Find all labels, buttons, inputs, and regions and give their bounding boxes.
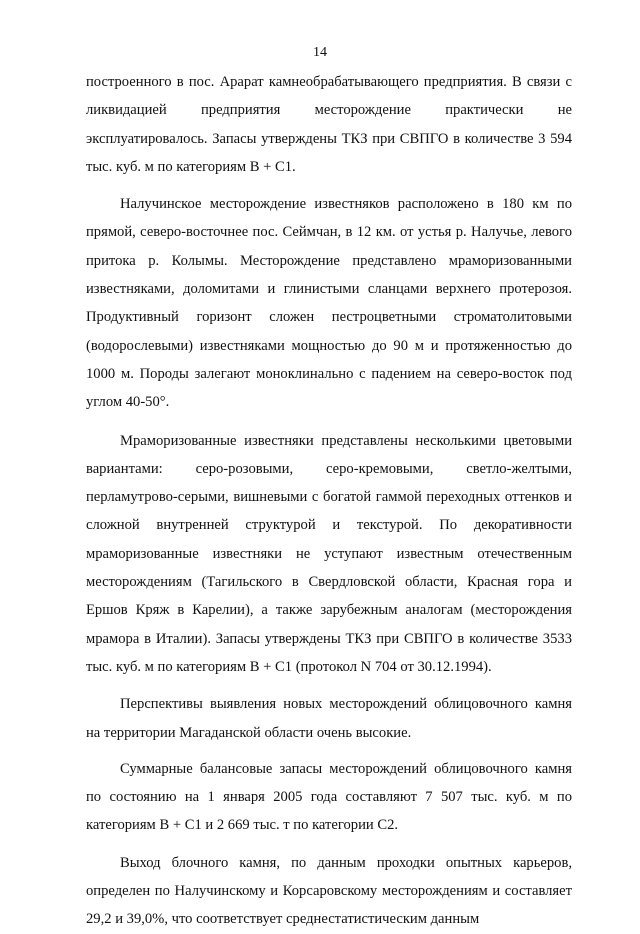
- paragraph-prospects: Перспективы выявления новых месторождений облицовочного камня на территории Магаданской области очень высокие.: [86, 696, 572, 741]
- paragraph-continued: построенного в пос. Арарат камнеобрабатывающего предприятия. В связи с ликвидацией предприятия месторождение практически не эксплуатировалось. Запасы утверждены ТКЗ при СВПГО в количестве 3 594 тыс. куб. м по категориям В + С1.: [86, 74, 572, 175]
- paragraph-block-yield: Выход блочного камня, по данным проходки опытных карьеров, определен по Налучинскому и Корсаровскому месторождениям и составляет 29,2 и 39,0%, что соответствует среднестатистическим данным: [86, 854, 572, 928]
- body-text: [86, 68, 572, 934]
- page-number: 14: [313, 45, 327, 60]
- paragraph-naluchinskoe-deposit: Налучинское месторождение известняков расположено в 180 км по прямой, северо-восточнее пос. Сеймчан, в 12 км. от устья р. Налучье, левого притока р. Колымы. Месторождение представлено мраморизованными известняками, доломитами и глинистыми сланцами верхнего протерозоя. Продуктивный горизонт сложен пестроцветными строматолитовыми (водорослевыми) известняками мощностью до 90 м и протяженностью до 1000 м. Породы залегают моноклинально с падением на северо-восток под углом 40-50°.: [86, 196, 572, 411]
- paragraph-total-reserves: Суммарные балансовые запасы месторождений облицовочного камня по состоянию на 1 января 2005 года составляют 7 507 тыс. куб. м по категориям В + С1 и 2 669 тыс. т по категории С2.: [86, 760, 572, 834]
- paragraph-marble-varieties: Мраморизованные известняки представлены несколькими цветовыми вариантами: серо-розовыми, серо-кремовыми, светло-желтыми, перламутрово-серыми, вишневыми с богатой гаммой переходных оттенков и сложной внутренней структурой и текстурой. По декоративности мраморизованные известняки не уступают известным отечественным месторождениям (Тагильского в Свердловской области, Красная гора и Ершов Кряж в Карелии), а также зарубежным аналогам (месторождения мрамора в Италии). Запасы утверждены ТКЗ при СВПГО в количестве 3533 тыс. куб. м по категориям В + С1 (протокол N 704 от 30.12.1994).: [86, 432, 572, 675]
